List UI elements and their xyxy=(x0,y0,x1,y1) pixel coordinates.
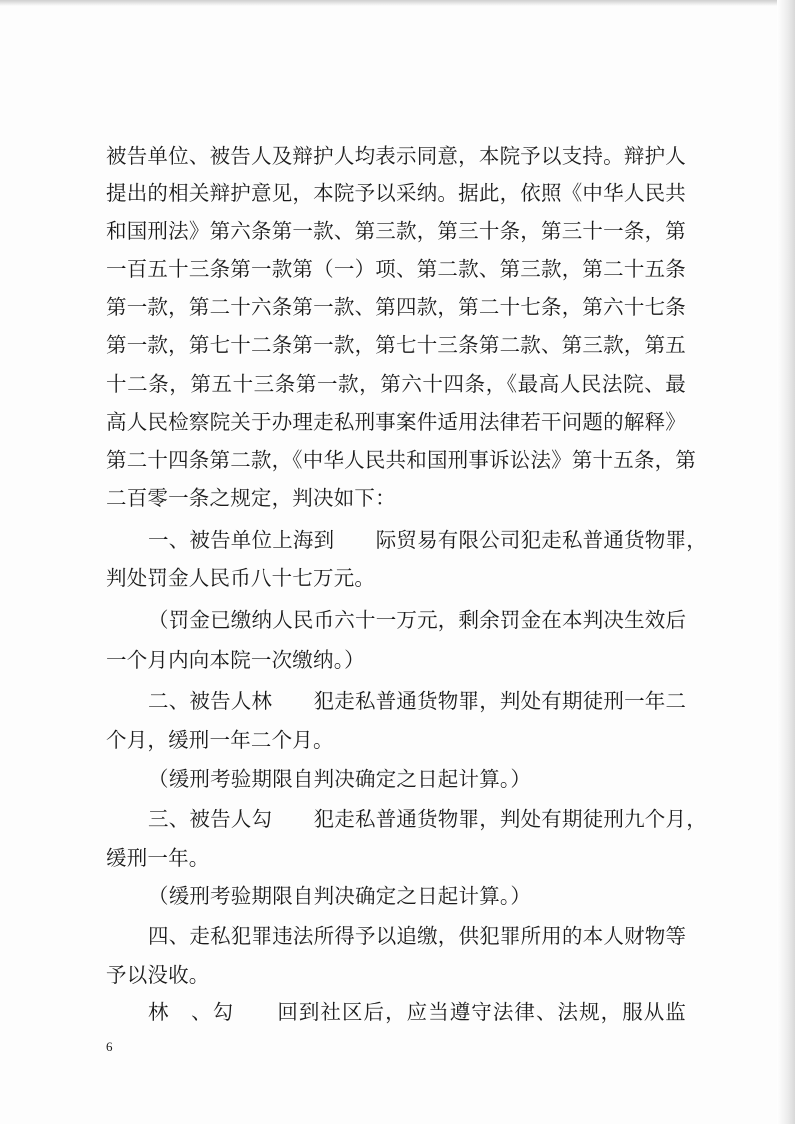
probation-note: （缓刑考验期限自判决确定之日起计算。） xyxy=(148,767,532,791)
text-line: 个月，缓刑一年二个月。 xyxy=(106,728,334,752)
probation-note: （缓刑考验期限自判决确定之日起计算。） xyxy=(148,884,532,908)
text-line: 被告单位、被告人及辩护人均表示同意，本院予以支持。辩护人 xyxy=(106,144,686,168)
text-line: 第一款，第七十二条第一款，第七十三条第二款、第三款，第五 xyxy=(106,333,686,357)
text-line: 高人民检察院关于办理走私刑事案件适用法律若干问题的解释》 xyxy=(106,410,686,434)
text-line: 十二条，第五十三条第一款，第六十四条，《最高人民法院、最 xyxy=(106,372,686,396)
text-line: 一百五十三条第一款第（一）项、第二款、第三款，第二十五条 xyxy=(106,257,686,281)
text-line: 一个月内向本院一次缴纳。） xyxy=(106,648,365,672)
judgment-item-2: 二、被告人林 犯走私普通货物罪，判处有期徒刑一年二 xyxy=(148,689,687,713)
judgment-item-1: 一、被告单位上海到 际贸易有限公司犯走私普通货物罪， xyxy=(148,528,707,552)
text-line: 缓刑一年。 xyxy=(106,846,210,870)
text-line: 予以没收。 xyxy=(106,963,210,987)
judgment-item-4: 四、走私犯罪违法所得予以追缴，供犯罪所用的本人财物等 xyxy=(148,924,687,948)
community-note: 林 、勾 回到社区后，应当遵守法律、法规，服从监 xyxy=(148,1000,686,1024)
text-line: 提出的相关辩护意见，本院予以采纳。据此，依照《中华人民共 xyxy=(106,181,686,205)
page-number: 6 xyxy=(106,1039,113,1054)
judgment-item-3: 三、被告人勾 犯走私普通货物罪，判处有期徒刑九个月， xyxy=(148,807,707,831)
text-line: 第二十四条第二款，《中华人民共和国刑事诉讼法》第十五条，第 xyxy=(106,448,697,472)
text-line: 二百零一条之规定，判决如下： xyxy=(106,486,396,510)
text-line: 判处罚金人民币八十七万元。 xyxy=(106,566,376,590)
fine-note: （罚金已缴纳人民币六十一万元，剩余罚金在本判决生效后 xyxy=(148,608,687,632)
text-line: 第一款，第二十六条第一款、第四款，第二十七条，第六十七条 xyxy=(106,295,686,319)
text-line: 和国刑法》第六条第一款、第三款，第三十条，第三十一条，第 xyxy=(106,219,686,243)
